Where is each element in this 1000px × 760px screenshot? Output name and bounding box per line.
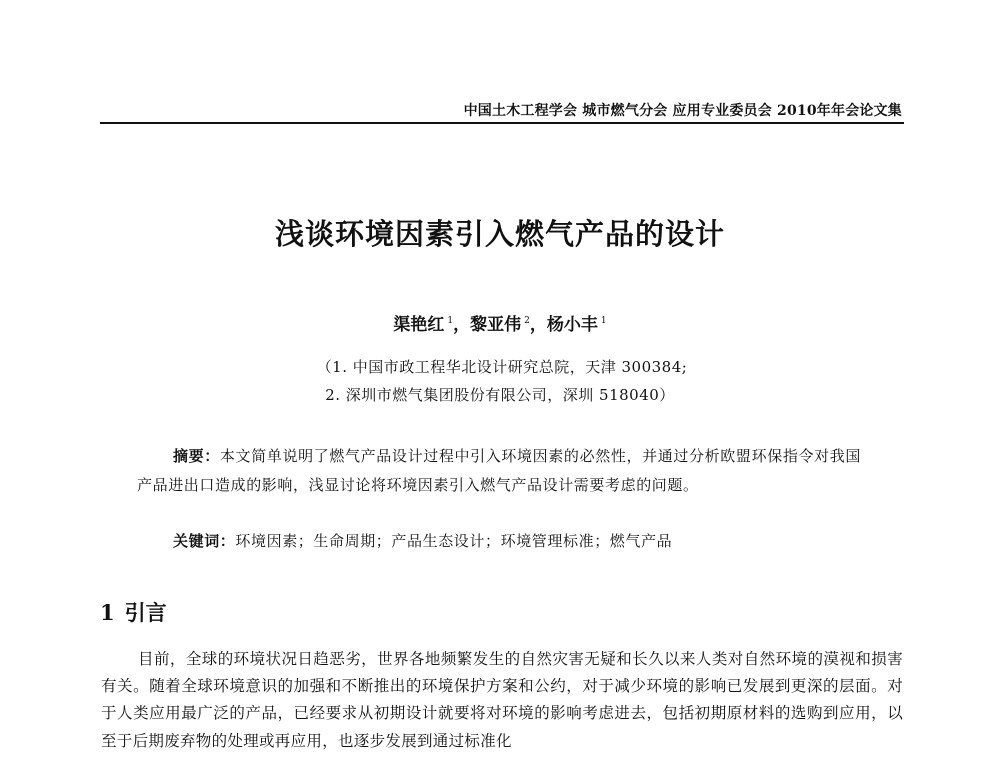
author-affiliation-mark: 2	[524, 316, 530, 327]
abstract-label: 摘要：	[173, 447, 220, 465]
section-number: 1	[100, 600, 115, 625]
abstract-text: 本文简单说明了燃气产品设计过程中引入环境因素的必然性，并通过分析欧盟环保指令对我国产品进出口造成的影响，浅显讨论将环境因素引入燃气产品设计需要考虑的问题。	[137, 447, 861, 494]
author-name: 黎亚伟	[470, 315, 522, 335]
author-separator: ，	[529, 315, 547, 335]
keywords	[173, 530, 672, 551]
keywords-label: 关键词：	[173, 532, 236, 550]
author-separator: ，	[453, 315, 471, 335]
paper-title: 浅谈环境因素引入燃气产品的设计	[274, 217, 725, 251]
header-rule	[100, 122, 904, 124]
author-name: 杨小丰	[546, 315, 598, 335]
running-header: 中国土木工程学会 城市燃气分会 应用专业委员会 2010年年会论文集	[463, 103, 902, 119]
keywords-text: 环境因素；生命周期；产品生态设计；环境管理标准；燃气产品	[235, 532, 673, 550]
affiliation-line: （1. 中国市政工程华北设计研究总院，天津 300384;	[316, 358, 688, 376]
author-affiliation-mark: 1	[447, 316, 454, 327]
body-paragraph: 目前，全球的环境状况日趋恶劣，世界各地频繁发生的自然灾害无疑和长久以来人类对自然环境的漠视和损害有关。随着全球环境意识的加强和不断推出的环境保护方案和公约，对于减少环境的影响已发展到更深的层面。对于人类应用最广泛的产品，已经要求从初期设计就要将对环境的影响考虑进去，包括初期原材料的选购到应用，以至于后期废弃物的处理或再应用，也逐步发展到通过标准化	[101, 650, 903, 750]
author-affiliation-mark: 1	[600, 316, 607, 327]
author-list	[0, 310, 1000, 335]
affiliation-line: 2. 深圳市燃气集团股份有限公司，深圳 518040）	[325, 386, 675, 404]
section-heading	[100, 597, 167, 627]
section-title: 引言	[124, 600, 167, 625]
author-name: 渠艳红	[393, 315, 445, 335]
abstract	[137, 442, 861, 499]
